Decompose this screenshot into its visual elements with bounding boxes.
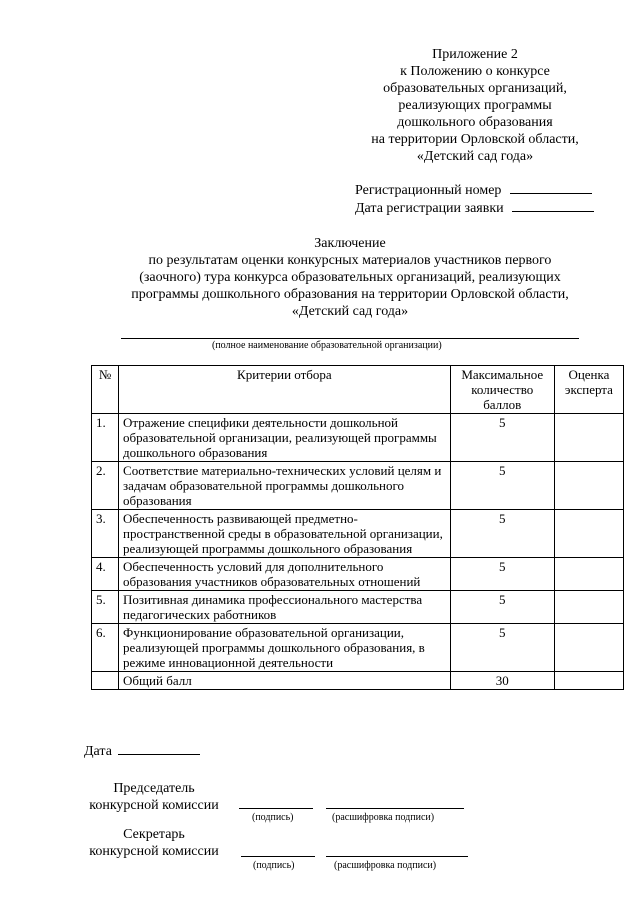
row-num: 5.: [92, 591, 119, 624]
row-num: 2.: [92, 462, 119, 510]
conclusion-line: «Детский сад года»: [291, 304, 409, 319]
appendix-line: «Детский сад года»: [416, 149, 534, 164]
secretary-decode-caption: (расшифровка подписи): [334, 860, 437, 871]
header-criteria: Критерии отбора: [119, 366, 451, 414]
header-max-line: Максимальное: [461, 367, 544, 382]
appendix-line: дошкольного образования: [397, 115, 553, 130]
date-row: [84, 743, 200, 760]
registration-number-label: Регистрационный номер: [355, 183, 502, 198]
header-expert-score: [554, 366, 623, 414]
table-row: [92, 414, 624, 462]
table-row: [92, 591, 624, 624]
registration-date-row: [355, 200, 594, 217]
chairman-label-line: Председатель: [113, 781, 195, 796]
row-expert-score[interactable]: [554, 558, 623, 591]
row-criterion: Функционирование образовательной организации, реализующей программы дошкольного образования, в режиме инновационной деятельности: [119, 624, 451, 672]
row-criterion: Позитивная динамика профессионального мастерства педагогических работников: [119, 591, 451, 624]
row-criterion: Отражение специфики деятельности дошкольной образовательной организации, реализующей программы дошкольного образования: [119, 414, 451, 462]
appendix-line: Приложение 2: [432, 47, 518, 62]
chairman-decode-field[interactable]: [326, 808, 464, 809]
conclusion-line: программы дошкольного образования на территории Орловской области,: [131, 287, 569, 302]
table-row: [92, 462, 624, 510]
appendix-line: к Положению о конкурсе: [400, 64, 550, 79]
row-max-score: 5: [450, 414, 554, 462]
row-expert-score[interactable]: [554, 414, 623, 462]
row-max-score: 5: [450, 462, 554, 510]
row-expert-score[interactable]: [554, 624, 623, 672]
appendix-line: образовательных организаций,: [383, 81, 567, 96]
conclusion-line: по результатам оценки конкурсных материалов участников первого: [148, 253, 552, 268]
registration-date-label: Дата регистрации заявки: [355, 201, 504, 216]
secretary-signature-caption: (подпись): [253, 860, 295, 871]
table-header-row: [92, 366, 624, 414]
header-max-line: баллов: [483, 397, 522, 412]
chairman-signature-field[interactable]: [239, 808, 313, 809]
total-num: [92, 672, 119, 690]
row-expert-score[interactable]: [554, 591, 623, 624]
organization-name-field[interactable]: [121, 338, 579, 339]
header-expert-line: Оценка: [568, 367, 610, 382]
conclusion-title: Заключение: [314, 236, 386, 251]
appendix-header: [355, 46, 595, 165]
row-max-score: 5: [450, 591, 554, 624]
secretary-label-line: конкурсной комиссии: [89, 844, 219, 859]
table-row: [92, 624, 624, 672]
date-label: Дата: [84, 744, 112, 759]
secretary-label-line: Секретарь: [123, 827, 185, 842]
row-max-score: 5: [450, 624, 554, 672]
row-num: 1.: [92, 414, 119, 462]
row-criterion: Обеспеченность условий для дополнительного образования участников образовательных отношений: [119, 558, 451, 591]
row-expert-score[interactable]: [554, 510, 623, 558]
header-max-line: количество: [471, 382, 534, 397]
organization-name-caption: (полное наименование образовательной организации): [212, 340, 442, 351]
row-max-score: 5: [450, 558, 554, 591]
row-num: 6.: [92, 624, 119, 672]
chairman-signature-caption: (подпись): [252, 812, 294, 823]
secretary-label: [84, 826, 224, 860]
row-max-score: 5: [450, 510, 554, 558]
row-expert-score[interactable]: [554, 462, 623, 510]
registration-number-row: [355, 182, 592, 199]
table-row: [92, 510, 624, 558]
chairman-label: [84, 780, 224, 814]
header-num: №: [92, 366, 119, 414]
date-field[interactable]: [118, 743, 200, 755]
secretary-decode-field[interactable]: [326, 856, 468, 857]
header-max-score: [450, 366, 554, 414]
row-num: 4.: [92, 558, 119, 591]
conclusion-line: (заочного) тура конкурса образовательных организаций, реализующих: [139, 270, 561, 285]
chairman-decode-caption: (расшифровка подписи): [332, 812, 435, 823]
total-expert-score[interactable]: [554, 672, 623, 690]
conclusion-heading: [100, 235, 600, 320]
secretary-signature-field[interactable]: [241, 856, 315, 857]
row-criterion: Соответствие материально-технических условий целям и задачам образовательной программы дошкольного образования: [119, 462, 451, 510]
header-expert-line: эксперта: [564, 382, 613, 397]
total-label: Общий балл: [119, 672, 451, 690]
table-row: [92, 558, 624, 591]
criteria-table: [91, 365, 624, 690]
table-total-row: [92, 672, 624, 690]
total-max-score: 30: [450, 672, 554, 690]
registration-number-field[interactable]: [510, 182, 592, 194]
chairman-label-line: конкурсной комиссии: [89, 798, 219, 813]
row-num: 3.: [92, 510, 119, 558]
row-criterion: Обеспеченность развивающей предметно-пространственной среды в образовательной организации, реализующей программы дошкольного образования: [119, 510, 451, 558]
appendix-line: на территории Орловской области,: [371, 132, 579, 147]
registration-date-field[interactable]: [512, 200, 594, 212]
appendix-line: реализующих программы: [398, 98, 552, 113]
